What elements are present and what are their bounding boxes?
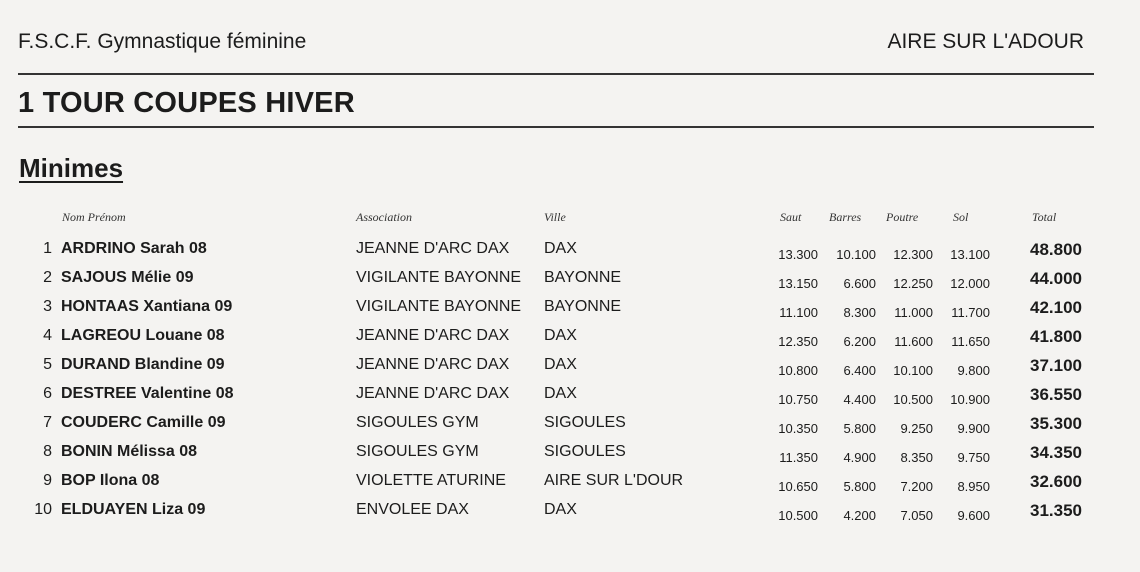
rank-cell: 1 — [43, 240, 52, 257]
association-cell: JEANNE D'ARC DAX — [356, 356, 510, 373]
sol-cell: 9.750 — [957, 450, 990, 465]
name-cell: LAGREOU Louane 08 — [61, 327, 225, 344]
sol-cell: 11.700 — [951, 305, 990, 320]
rank-cell: 7 — [43, 414, 52, 431]
rank-cell: 9 — [43, 472, 52, 489]
name-cell: ELDUAYEN Liza 09 — [61, 501, 206, 518]
sol-cell: 9.800 — [957, 363, 990, 378]
rank-cell: 10 — [34, 501, 52, 518]
sol-cell: 12.000 — [950, 276, 990, 291]
saut-cell: 10.650 — [778, 479, 818, 494]
city-cell: DAX — [544, 501, 577, 518]
saut-cell: 10.750 — [778, 392, 818, 407]
name-cell: DESTREE Valentine 08 — [61, 385, 234, 402]
total-cell: 35.300 — [1030, 414, 1082, 433]
category-heading: Minimes — [19, 153, 124, 183]
saut-cell: 11.350 — [779, 450, 818, 465]
sol-cell: 8.950 — [957, 479, 990, 494]
barres-cell: 6.400 — [843, 363, 876, 378]
col-header-sol: Sol — [953, 210, 969, 224]
table-row — [0, 385, 1140, 415]
association-cell: VIGILANTE BAYONNE — [356, 269, 522, 286]
table-row — [0, 240, 1140, 270]
total-cell: 48.800 — [1030, 240, 1082, 259]
barres-cell: 8.300 — [843, 305, 876, 320]
association-cell: JEANNE D'ARC DAX — [356, 240, 510, 257]
association-cell: JEANNE D'ARC DAX — [356, 385, 510, 402]
barres-cell: 4.900 — [843, 450, 876, 465]
name-cell: HONTAAS Xantiana 09 — [61, 298, 233, 315]
divider-title — [18, 126, 1094, 128]
barres-cell: 5.800 — [843, 421, 876, 436]
poutre-cell: 10.500 — [893, 392, 933, 407]
saut-cell: 10.350 — [778, 421, 818, 436]
divider-top — [18, 73, 1094, 75]
city-cell: BAYONNE — [544, 269, 622, 286]
rank-cell: 8 — [43, 443, 52, 460]
name-cell: SAJOUS Mélie 09 — [61, 269, 194, 286]
name-cell: BOP Ilona 08 — [61, 472, 160, 489]
sol-cell: 10.900 — [950, 392, 990, 407]
poutre-cell: 10.100 — [893, 363, 933, 378]
rank-cell: 4 — [43, 327, 52, 344]
event-location: AIRE SUR L'ADOUR — [887, 30, 1084, 53]
table-row — [0, 472, 1140, 502]
table-row — [0, 414, 1140, 444]
barres-cell: 10.100 — [836, 247, 876, 262]
city-cell: BAYONNE — [544, 298, 622, 315]
city-cell: SIGOULES — [544, 443, 626, 460]
sol-cell: 11.650 — [951, 334, 990, 349]
city-cell: DAX — [544, 240, 577, 257]
name-cell: COUDERC Camille 09 — [61, 414, 226, 431]
city-cell: SIGOULES — [544, 414, 626, 431]
col-header-association: Association — [356, 210, 412, 224]
table-row — [0, 443, 1140, 473]
poutre-cell: 12.300 — [893, 247, 933, 262]
poutre-cell: 12.250 — [893, 276, 933, 291]
col-header-poutre: Poutre — [886, 210, 919, 224]
col-header-total: Total — [1032, 210, 1057, 224]
rank-cell: 6 — [43, 385, 52, 402]
sol-cell: 13.100 — [950, 247, 990, 262]
name-cell: DURAND Blandine 09 — [61, 356, 225, 373]
saut-cell: 10.500 — [778, 508, 818, 523]
total-cell: 37.100 — [1030, 356, 1082, 375]
table-row — [0, 269, 1140, 299]
association-cell: VIOLETTE ATURINE — [356, 472, 506, 489]
col-header-saut: Saut — [780, 210, 802, 224]
name-cell: BONIN Mélissa 08 — [61, 443, 198, 460]
city-cell: DAX — [544, 385, 577, 402]
city-cell: AIRE SUR L'DOUR — [544, 472, 684, 489]
organization-name: F.S.C.F. Gymnastique féminine — [18, 30, 307, 53]
barres-cell: 4.200 — [843, 508, 876, 523]
association-cell: ENVOLEE DAX — [356, 501, 469, 518]
poutre-cell: 8.350 — [900, 450, 933, 465]
saut-cell: 11.100 — [779, 305, 818, 320]
poutre-cell: 11.600 — [894, 334, 933, 349]
rank-cell: 2 — [43, 269, 52, 286]
barres-cell: 6.600 — [843, 276, 876, 291]
page-title: 1 TOUR COUPES HIVER — [18, 87, 355, 119]
city-cell: DAX — [544, 327, 577, 344]
sol-cell: 9.600 — [957, 508, 990, 523]
poutre-cell: 7.050 — [900, 508, 933, 523]
table-row — [0, 327, 1140, 357]
poutre-cell: 9.250 — [900, 421, 933, 436]
association-cell: VIGILANTE BAYONNE — [356, 298, 522, 315]
name-cell: ARDRINO Sarah 08 — [61, 240, 207, 257]
total-cell: 31.350 — [1030, 501, 1082, 520]
table-row — [0, 356, 1140, 386]
total-cell: 44.000 — [1030, 269, 1082, 288]
total-cell: 34.350 — [1030, 443, 1082, 462]
saut-cell: 13.150 — [778, 276, 818, 291]
association-cell: JEANNE D'ARC DAX — [356, 327, 510, 344]
poutre-cell: 11.000 — [894, 305, 933, 320]
saut-cell: 13.300 — [778, 247, 818, 262]
col-header-name: Nom Prénom — [62, 210, 126, 224]
saut-cell: 12.350 — [778, 334, 818, 349]
association-cell: SIGOULES GYM — [356, 414, 479, 431]
total-cell: 42.100 — [1030, 298, 1082, 317]
barres-cell: 6.200 — [843, 334, 876, 349]
rank-cell: 5 — [43, 356, 52, 373]
saut-cell: 10.800 — [778, 363, 818, 378]
table-row — [0, 298, 1140, 328]
total-cell: 36.550 — [1030, 385, 1082, 404]
header-bar — [18, 30, 1084, 60]
col-header-barres: Barres — [829, 210, 862, 224]
rank-cell: 3 — [43, 298, 52, 315]
barres-cell: 5.800 — [843, 479, 876, 494]
table-row — [0, 501, 1140, 531]
total-cell: 32.600 — [1030, 472, 1082, 491]
poutre-cell: 7.200 — [900, 479, 933, 494]
col-header-city: Ville — [544, 210, 566, 224]
association-cell: SIGOULES GYM — [356, 443, 479, 460]
sol-cell: 9.900 — [957, 421, 990, 436]
total-cell: 41.800 — [1030, 327, 1082, 346]
city-cell: DAX — [544, 356, 577, 373]
barres-cell: 4.400 — [843, 392, 876, 407]
